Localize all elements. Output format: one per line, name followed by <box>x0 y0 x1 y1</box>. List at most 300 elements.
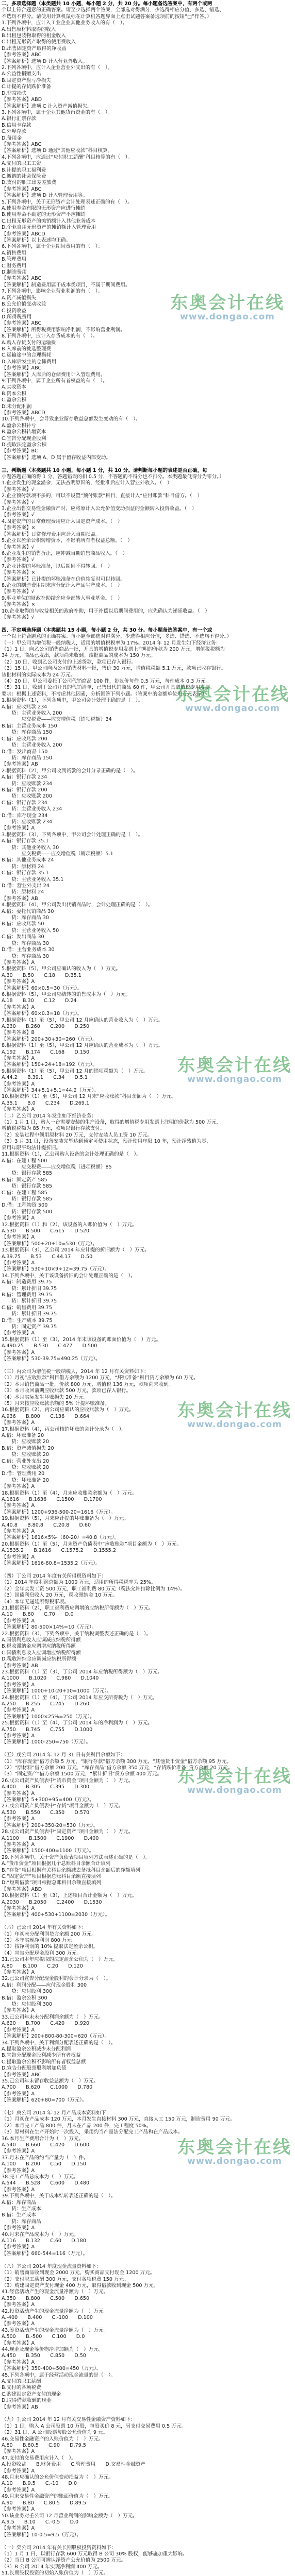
text-line: A.750 B.745 C.755 D.1000 <box>2 1726 93 1733</box>
text-line: B.“存货”项目根据有关科目余额减去备抵科目余额后的净额填列 <box>2 1867 141 1873</box>
text-line: C.计提的存货跌价准备 <box>2 84 52 90</box>
text-line: 1.根据资料（1），下列各项中，甲公司会计处理正确的是（ ）。 <box>2 698 143 704</box>
text-line: 贷：应收账款 20 <box>2 1439 50 1445</box>
answer-line: 【答案解析】1616×5%-（60-20）=40.8（万元）。 <box>2 1535 120 1541</box>
text-line: 6.企业发生的销售折让，应冲减当期销售商品收入。（ ） <box>2 550 128 556</box>
answer-line: 【参考答案】A <box>2 1905 35 1911</box>
text-line: A.实收资本 <box>2 384 26 391</box>
text-line: A.530 B.500 C.615 D.520 <box>2 1228 90 1234</box>
answer-line: 【参考答案】√ <box>2 486 35 493</box>
text-line: B.借：固定资产 585 <box>2 1177 47 1183</box>
answer-line: 【答案解析】350-400+500=450（万元）。 <box>2 2366 102 2372</box>
text-line: 贷：应付股利 300 <box>2 2002 53 2008</box>
text-line: C.借：营业外支出 20 <box>2 1458 50 1464</box>
text-line: A.230 B.260 C.200 D.250 <box>2 1023 90 1029</box>
text-line: （三）丙公司为增值税一般纳税人，2014 年 12 月有关资料如下： <box>2 1368 149 1375</box>
answer-line: 【参考答案】A <box>2 2091 35 2097</box>
text-line: （3）原材料在生产开始时一次投入，采用约当产量法分配完工产品和在产品成本。 <box>2 2129 183 2136</box>
text-line: （5）31 日，收到丁公司开具的代销清单，已售出代销商品 60 件，甲公司开具增值税专用发票。 <box>2 685 215 691</box>
text-line: A.544 B.528 C.600 D.480 <box>2 2180 90 2187</box>
answer-line: 【答案解析】选项 D 计入管理费用等。 <box>2 193 88 199</box>
text-line: 33.己公司年末未分配利润余额为（ ）万元。 <box>2 2014 104 2020</box>
text-line: 12.根据资料（1）和（2），该设备的入账价值为（ ）万元。 <box>2 1222 137 1228</box>
answer-line: 【参考答案】√ <box>2 544 35 550</box>
text-line: A.10 B.80 C.70 D.0 <box>2 1612 74 1618</box>
text-line: 6.下列各项中，属于企业期间费用的有（ ）。 <box>2 244 103 250</box>
text-line: A.500 B.-500 C.100 D.0 <box>2 2334 85 2340</box>
answer-line: 【答案解析】530-39.75=490.25（万元）。 <box>2 1356 101 1362</box>
text-line: A.936 B.800 C.136 D.664 <box>2 1413 90 1419</box>
answer-line: 【参考答案】A <box>2 2225 35 2231</box>
text-line: A.530 B.550 C.350 D.570 <box>2 1809 90 1816</box>
answer-line: 【参考答案】ABC <box>2 2072 42 2078</box>
answer-line: 【答案解析】200+30+30=260（万元）。 <box>2 1036 97 1042</box>
text-line: 7.企业计提的坏账准备，以后期间不得转回。（ ） <box>2 563 113 569</box>
answer-line: 【答案解析】1616-80.8=1535.2（万元）。 <box>2 1561 101 1567</box>
section-heading: 二、多项选择题（本类题共 10 小题，每小题 2 分，共 20 分。每小题备选答案中，有两个或两 <box>2 1 212 7</box>
answer-line: 【参考答案】A <box>2 2167 35 2174</box>
text-line: 22.根据资料（3），下列各项中，关于纳税调整表述正确的是（ ）。 <box>2 1631 151 1637</box>
answer-line: 【参考答案】A <box>2 1056 35 1061</box>
text-line: C.出租无形资产取得的使用费收入 <box>2 39 76 45</box>
text-line: （六）己公司 2014 年有关资料如下： <box>2 1925 87 1931</box>
text-line: 46.交易性金融资产的入账价值为（ ）万元。 <box>2 2436 104 2442</box>
answer-line: 【答案解析】1200+936-500-20=1616（万元）。 <box>2 1509 116 1515</box>
text-line: 48.月末应确认的公允价值变动损益为（ ）万元。 <box>2 2475 113 2481</box>
text-line: B.借：主营业务成本 150 <box>2 723 57 729</box>
text-line: 增值税税额为 85 万元，款项以银行存款支付。 <box>2 1126 105 1132</box>
answer-line: 【参考答案】A <box>2 2506 35 2513</box>
text-line: B.资本公积 <box>2 391 27 397</box>
text-line: 9.事业单位的财政补助结余应全部转入事业基金。（ ） <box>2 595 123 601</box>
text-line: 8.下列各项中，应计入存货成本的有（ ）。 <box>2 333 98 340</box>
text-line: A.借：应收账款 234 <box>2 704 47 710</box>
answer-line: 【答案解析】日常修理费用应计入当期损益。 <box>2 531 101 537</box>
text-line: B.税收滞纳金应调增应纳税所得额 <box>2 1643 76 1650</box>
text-line: 3.根据资料（3），下列各项中，甲公司会计处理正确的是（ ）。 <box>2 832 143 838</box>
text-line: 39.下列各项中，关于成本结转表述正确的是（ ）。 <box>2 2193 116 2199</box>
blank-line <box>2 2257 292 2263</box>
text-line: B.信用卡存款 <box>2 122 31 128</box>
answer-line: 【答案解析】200+800-80-300=620（万元）。 <box>2 2033 110 2040</box>
answer-line: 【参考答案】A <box>2 1330 35 1336</box>
answer-line: 【参考答案】A <box>2 2340 35 2346</box>
answer-line: 【参考答案】A <box>2 2359 35 2365</box>
text-line: A.80 B.80.5 C.90 D.79.5 <box>2 2443 86 2449</box>
text-line: C.借：在建工程 585 <box>2 1190 47 1196</box>
blank-line <box>2 461 292 467</box>
answer-line: 【参考答案】A <box>2 1107 35 1113</box>
text-line: （1）1 日，购入 A 公司股票 10 万股，每股买价 8 元，另支付交易费用 0.5 万元。 <box>2 2423 187 2429</box>
text-line: 51.长期股权投资的初始入账价值为（ ）万元。 <box>2 2570 109 2576</box>
answer-line: 【参考答案】A <box>2 1503 35 1509</box>
answer-line: 【参考答案】A <box>2 1970 35 1976</box>
text-line: A.“货币资金”项目根据几个总账科目余额合计填列 <box>2 1861 111 1867</box>
text-line: （2）当日 B 公司可辨认净资产公允价值为 2500 万元。 <box>2 2557 126 2564</box>
text-line: 贷：主营业务收入 200 <box>2 742 62 749</box>
text-line: A.借：银行存款 234 <box>2 774 47 781</box>
text-line: B.公允价值变动收益 <box>2 301 46 308</box>
answer-line: 【参考答案】BC <box>2 448 38 454</box>
text-line: 贷：主营业务收入 200 <box>2 710 62 717</box>
text-line: （2）本月完工产品 800 件，月末在产品 200 件，完工程度 50%。 <box>2 2123 152 2129</box>
answer-line: 【参考答案】A <box>2 2468 35 2474</box>
text-line: C.财务费用 <box>2 263 27 269</box>
text-line: 贷：应收账款 20 <box>2 1452 50 1458</box>
answer-line: 【参考答案】× <box>2 525 36 531</box>
answer-line: 【参考答案】A <box>2 1618 35 1624</box>
text-line: 28.戊公司资产负债表中“固定资产”项目金额为（ ）万元。 <box>2 1829 134 1835</box>
answer-line: 【参考答案】A <box>2 979 35 985</box>
text-line: B.支付的各项税费 <box>2 2385 41 2391</box>
answer-line: 【答案解析】已计提的坏账准备在价值恢复时可以转回。 <box>2 576 125 582</box>
text-line: C.“固定资产”项目根据总账科目余额直接填列 <box>2 1873 101 1879</box>
answer-line: 【答案解析】660-544=116（万元）。 <box>2 2250 88 2257</box>
text-line: A.400 B.305 C.395 D.300 <box>2 1784 90 1790</box>
watermark-logo: 东奥会计在线 www.dongao.com <box>177 1055 292 1084</box>
text-line: D.税收滞纳金应调减应纳税所得额 <box>2 1656 76 1663</box>
text-line: 贷：应收账款 20 <box>2 1464 50 1470</box>
answer-line: 【参考答案】ABC <box>2 186 42 192</box>
text-line: 45.下列各项中，属于经营活动现金流量的是（ ）。 <box>2 2372 116 2378</box>
text-line: 4.固定资产的日常修理费用应计入固定资产成本。（ ） <box>2 518 123 524</box>
text-line: 贷：累计折旧 39.75 <box>2 1298 57 1304</box>
text-line: A.银行汇票存款 <box>2 116 37 122</box>
text-line: B.借：资产减值损失 20 <box>2 1445 54 1451</box>
answer-line: 【参考答案】√ <box>2 614 35 620</box>
text-line: D.借：库存现金 234 <box>2 812 48 819</box>
text-line: 不选均不得分。请使用计算机鼠标在计算机答题界面上点击试题答案备选项前的按钮“□”作答。） <box>2 13 212 20</box>
text-line: 贷：应收账款 200 <box>2 793 53 800</box>
text-line: （3）B 公司 2014 年实现净利润 400 万元。 <box>2 2564 103 2570</box>
text-line: A.1000 B.1020 C.980 D.1040 <box>2 1675 99 1682</box>
text-line: A.支付的职工工资 <box>2 161 41 167</box>
text-line: A.1616 B.1636 C.1500 D.1700 <box>2 1497 102 1503</box>
text-line: 2.根据资料（2），甲公司收到货款的会计分录正确的是（ ）。 <box>2 768 138 774</box>
text-line: （2）本月销售商品一批，价款 800 万元，增值税 136 万元，款项尚未收到。 <box>2 1381 174 1387</box>
text-line: A.提取盈余公积减少未分配利润 <box>2 2046 71 2052</box>
section-heading: 三、判断题（本类题共 10 小题，每小题 1 分，共 10 分。请判断每小题的表述是否正确，每 <box>2 467 207 473</box>
text-line: 贷：固定资产 39.75 <box>2 1324 57 1330</box>
text-line: A.90 B.80 C.80.5 D.89.5 <box>2 2500 86 2506</box>
text-line: 2.下列各项中，应计入企业营业外支出的有（ ）。 <box>2 65 113 71</box>
text-line: A.450 B.350 C.850 D.50 <box>2 2353 86 2359</box>
text-line: （1）月初在产品成本 120 万元，本月发生直接材料 300 万元，直接人工 150 万元，制造费用 90 万元。 <box>2 2116 235 2123</box>
text-line: （2）10 日，收到乙公司支付的上述货款，款项已存入银行。 <box>2 659 137 665</box>
answer-line: 【参考答案】A <box>2 1081 35 1087</box>
text-line: 50.该业务对壬公司 12 月营业利润的影响金额为（ ）万元。 <box>2 2513 138 2519</box>
text-line: 9.下列各项中，属于企业所有者权益的有（ ）。 <box>2 378 108 384</box>
text-line: A.1100 B.1500 C.1900 D.400 <box>2 1835 99 1841</box>
text-line: （2）31 日，A 公司股票每股公允价值为 9 元。 <box>2 2430 108 2436</box>
text-line: B.管理费用 <box>2 257 27 263</box>
answer-line: 【参考答案】AB <box>2 895 38 902</box>
watermark-logo: 东奥会计在线 www.dongao.com <box>177 2137 292 2166</box>
text-line: 34 万元，商品已发出，款项尚未收到。该批商品的成本为 150 万元。 <box>2 653 156 659</box>
answer-line: 【参考答案】ABC <box>2 276 42 282</box>
text-line: 24.根据资料（1）至（4），丁公司 2014 年应交所得税为（ ）万元。 <box>2 1694 158 1701</box>
answer-line: 【答案解析】80-500×14%=10（万元）。 <box>2 1624 97 1631</box>
answer-line: 【参考答案】ABCD <box>2 410 45 416</box>
answer-line: 【答案解析】10-0.5=9.5（万元）。 <box>2 2532 81 2538</box>
text-line: D.取得借款收到的现金 <box>2 2398 52 2404</box>
answer-line: 【答案解析】34+5.1+5.1=44.2（万元）。 <box>2 1088 99 1094</box>
text-line: 2.企业预付款项不多的，可以不设置“预付账款”科目，直接计入“应付账款”科目借方。（ ） <box>2 493 202 499</box>
watermark-logo: 东奥会计在线 www.dongao.com <box>177 1400 292 1430</box>
answer-line: 【答案解析】1000-250=750（万元）。 <box>2 1739 91 1745</box>
text-line: 应交税费——应交增值税（销项税额）5.1 <box>2 851 113 857</box>
text-line: C.购建固定资产支付的现金 <box>2 2391 61 2397</box>
text-line: （1）月初“应收账款”科目借方余额为 1200 万元，“坏账准备”科目贷方余额为 60 万元。 <box>2 1375 199 1381</box>
answer-line: 【答案解析】150+24+18=192（万元）。 <box>2 1062 97 1068</box>
text-line: 贷：其他业务收入 30 <box>2 844 59 851</box>
text-line: （1）1 月 1 日，以银行存款 600 万元取得 B 公司 30% 股权，能够施加重大影响。 <box>2 2551 188 2557</box>
text-line: 13.根据资料（3），乙公司 2014 年应计提的折旧额为（ ）万元。 <box>2 1247 150 1253</box>
text-line: A.1535.2 B.1616 C.1575.2 D.1555.2 <box>2 1548 116 1554</box>
text-line: B.宣告分配现金股利减少所有者权益 <box>2 2053 81 2059</box>
answer-line: 【参考答案】A <box>2 2187 35 2193</box>
text-line: B.借：管理费用 39.75 <box>2 1292 52 1298</box>
answer-line: 【答案解析】60×0.3=18（万元）。 <box>2 1011 83 1017</box>
text-line: D.支付的职工出差差旅费 <box>2 180 57 186</box>
text-line: （十）癸公司 2014 年有关长期股权投资资料如下： <box>2 2545 117 2551</box>
text-line: D.借：营业外支出 24 <box>2 883 50 889</box>
text-line: 1.企业发生的现金溢余，无法查明原因的，经批准后应计入营业外收入。（ ） <box>2 480 172 486</box>
text-line: D.未分配利润 <box>2 403 32 410</box>
text-line: （4）本月实际发生坏账损失 20 万元。 <box>2 1394 89 1400</box>
answer-line: 【参考答案】A <box>2 1260 35 1266</box>
answer-line: 【参考答案】AB <box>2 2404 38 2410</box>
text-line: 14.下列各项中，关于该设备折旧的会计处理正确的是（ ）。 <box>2 1273 136 1279</box>
text-line: 43.筹资活动产生的现金流量净额为（ ）万元。 <box>2 2327 109 2333</box>
text-line: 26.戊公司资产负债表中“货币资金”项目金额为（ ）万元。 <box>2 1777 134 1784</box>
answer-line: 【参考答案】A <box>2 2487 35 2493</box>
text-line: 42.投资活动产生的现金流量净额为（ ）万元。 <box>2 2308 109 2314</box>
answer-line: 【参考答案】A <box>2 2302 35 2308</box>
text-line: 7.下列各项中，影响企业营业利润的有（ ）。 <box>2 289 103 295</box>
text-line: 1.下列各项中，应计入工业企业其他业务收入的有（ ）。 <box>2 20 128 26</box>
answer-line: 【参考答案】A <box>2 1484 35 1490</box>
text-line: D.“短期借款”项目根据总账科目余额直接填列 <box>2 1880 102 1886</box>
text-line: 贷：应付股利 300 <box>2 1989 53 1995</box>
answer-line: 【答案解析】1000×25%=250（万元）。 <box>2 1714 95 1720</box>
text-line: 贷：库存商品 150 <box>2 730 53 736</box>
text-line: （七）庚公司 2014 年 12 月产品成本资料如下： <box>2 2110 111 2116</box>
text-line: 10.根据资料（1）至（5），甲公司 12 月末“应收账款”科目余额为（ ）万元。 <box>2 1094 176 1100</box>
answer-line: 【参考答案】ABC <box>2 141 42 147</box>
section-heading: 四、不定项选择题（本类题共 15 小题，每小题 2 分，共 30 分。每小题备选答案中，有一个或 <box>2 627 212 633</box>
text-line: 19.根据资料（5），月末应计提的坏账准备为（ ）万元。 <box>2 1516 129 1522</box>
text-line: 3.企业出售交易性金融资产时，应将原计入公允价值变动损益的金额转入投资收益。（ ） <box>2 506 197 512</box>
text-line: 44.现金及现金等价物净增加额为（ ）万元。 <box>2 2346 104 2352</box>
text-line: 36.本月生产费用合计为（ ）万元。 <box>2 2136 84 2142</box>
answer-line: 【答案解析】620+80=700（万元）。 <box>2 2097 87 2104</box>
text-line: （1）“库存现金”借方余额 5 万元，“银行存款”借方余额 300 万元，“其他货币资金”借方余额 95 万元。 <box>2 1758 232 1765</box>
text-line: （4）本年无递延所得税事项。 <box>2 1599 69 1605</box>
text-line: 6.根据资料（5），甲公司应结转的销售成本为（ ）万元。 <box>2 991 131 997</box>
text-line: A.44.2 B.39.1 C.34 D.5.1 <box>2 1075 88 1081</box>
text-line: D.借：发出商品 150 <box>2 749 48 755</box>
text-line: （3）购建固定资产支付现金 400 万元，取得借款收到现金 500 万元。 <box>2 2282 159 2289</box>
text-line: C.外埠存款 <box>2 129 27 135</box>
text-line: （2）支付职工薪酬 300 万元，支付各项税费 150 万元。 <box>2 2276 129 2282</box>
text-line: C.运输途中的合理损耗 <box>2 352 52 359</box>
text-line: 25.根据资料（1）至（4），丁公司 2014 年的净利润为（ ）万元。 <box>2 1720 153 1726</box>
text-line: 贷：库存商品 <box>2 2218 41 2225</box>
text-line: 贷：主营业务收入 50 <box>2 927 59 934</box>
text-line: B.借：应收账款 50 <box>2 921 44 927</box>
answer-line: 【参考答案】A <box>2 1349 35 1355</box>
text-line: 个以上符合题意的正确答案。请至少选择两个答案，全部选对得满分，少选得相应分值，多选、错选、 <box>2 7 224 13</box>
answer-line: 【答案解析】60×0.5=30（万元）。 <box>2 985 83 991</box>
text-line: B.借：银行存款 200 <box>2 787 47 793</box>
answer-line: 【参考答案】ABD <box>2 1886 42 1892</box>
answer-line: 【参考答案】A <box>2 1420 35 1426</box>
answer-line: 【参考答案】A <box>2 959 35 965</box>
text-line: 贷：主营业务收入 35.1 <box>2 876 64 883</box>
watermark-logo: 东奥会计在线 www.dongao.com <box>170 293 285 322</box>
text-line: C.借：银行存款 35.1 <box>2 870 49 876</box>
text-line: （2）全年实发工资 500 万元，职工福利费 80 万元（税法允许扣除比例为 14%）。 <box>2 1586 186 1592</box>
text-line: A.支付的职工薪酬 <box>2 2379 41 2384</box>
answer-line: 【参考答案】AB <box>2 761 38 768</box>
text-line: D.制造费用 <box>2 269 27 276</box>
text-line: （二）乙公司 2014 年发生如下经济业务： <box>2 1113 97 1119</box>
text-line: 应交税费——应交增值税（进项税额）85 <box>2 1164 112 1170</box>
text-line: （3）“固定资产”借方余额 1500 万元，“累计折旧”贷方余额 400 万元。 <box>2 1771 162 1777</box>
text-line: （3）3 月 31 日，设备安装完毕达到预定可使用状态，预计使用年限 10 年，预计净残值为零， <box>2 1139 211 1145</box>
text-line: A.700 B.620 C.1000 D.780 <box>2 2084 93 2091</box>
text-line: 23.根据资料（1）至（3），丁公司 2014 年应纳税所得额为（ ）万元。 <box>2 1669 163 1675</box>
text-line: （4）20 日，甲公司委托丁公司代销商品 100 件，协议价每件 0.5 万元，每件成本 0.3 万元。 <box>2 679 211 685</box>
text-line: （1）1 月 1 日，购入一台需要安装的生产设备，取得的增值税专用发票上注明的价款为 500 万元， <box>2 1120 222 1126</box>
text-line: 27.戊公司资产负债表中“存货”项目金额为（ ）万元。 <box>2 1803 124 1809</box>
blank-line <box>2 1919 292 1925</box>
text-line: 贷：原材料 24 <box>2 889 44 895</box>
text-line: 贷：坏账准备 20 <box>2 1477 50 1483</box>
text-line: A.借：制造费用 39.75 <box>2 1279 52 1285</box>
answer-line: 【参考答案】A <box>2 1707 35 1714</box>
text-line: A.490.25 B.530 C.477 D.500 <box>2 1343 97 1349</box>
text-line: A.192 B.174 C.168 D.150 <box>2 1049 90 1055</box>
text-line: 11.根据资料（1），乙公司购入设备的会计处理正确的是（ ）。 <box>2 1151 141 1158</box>
text-line: C.投资收益 <box>2 308 27 314</box>
text-line: D.宣告分配股票股利增加负债 <box>2 2065 67 2072</box>
blank-line <box>2 1567 292 1573</box>
answer-line: 【参考答案】ABD <box>2 97 42 103</box>
text-line: 贷：银行存款 585 <box>2 1183 53 1190</box>
text-line: 17.根据资料（4），丙公司核销坏账的会计分录为（ ）。 <box>2 1426 127 1432</box>
text-line: 18.根据资料（1）至（4），月末应收账款余额为（ ）万元。 <box>2 1490 137 1496</box>
text-line: 应交税费——应交增值税（销项税额）34 <box>2 717 112 723</box>
answer-line: 【参考答案】A <box>2 2148 35 2155</box>
answer-line: 【参考答案】A <box>2 1816 35 1822</box>
answer-line: 【参考答案】A <box>2 2526 35 2532</box>
text-line: D.借：主营业务成本 30 <box>2 947 55 953</box>
blank-line <box>2 1363 292 1369</box>
text-line: 贷：库存商品 30 <box>2 953 50 959</box>
text-line: C.盈余公积 <box>2 397 27 403</box>
text-line: （四）丁公司 2014 年度有关所得税资料如下： <box>2 1573 107 1579</box>
text-line: A.2030 B.2050 C.2400 D.1530 <box>2 1899 102 1905</box>
blank-line <box>2 2538 292 2545</box>
text-line: （五）戊公司 2014 年 12 月 31 日有关科目余额如下： <box>2 1752 125 1758</box>
text-line: C.借：发出商品 30 <box>2 934 44 940</box>
text-line: D.借：管理费用 20 <box>2 1471 45 1477</box>
text-line: A.350 B.800 C.500 D.650 <box>2 2295 90 2301</box>
text-line: B.借：盈余公积 300 <box>2 1995 47 2001</box>
text-line: B.借：其他业务成本 24 <box>2 857 54 863</box>
answer-line: 【参考答案】A <box>2 2449 35 2455</box>
answer-line: 【参考答案】AB <box>2 1663 38 1669</box>
text-line: （九）壬公司 2014 年 12 月有关交易性金融资产资料如下： <box>2 2417 136 2423</box>
answer-line: 【参考答案】A <box>2 1554 35 1560</box>
text-line: A.资产减值损失 <box>2 295 37 301</box>
text-line: 29.下列各项中，关于资产负债表项目填列方法表述正确的是（ ）。 <box>2 1854 151 1860</box>
answer-line: 【答案解析】5+300+95=400（万元）。 <box>2 1797 94 1803</box>
answer-line: 【答案解析】500+20+10=530（万元）。 <box>2 1241 97 1247</box>
answer-line: 【参考答案】√ <box>2 557 35 563</box>
answer-line: 【参考答案】A <box>2 1790 35 1797</box>
text-line: 贷：库存商品 150 <box>2 755 53 761</box>
text-line: C.借：银行存款 234 <box>2 800 47 806</box>
text-line: B.计提的职工福利费 <box>2 167 46 173</box>
text-line: D.非常损失 <box>2 90 27 96</box>
text-line: 5.下列各项中，关于无形资产会计处理表述正确的有（ ）。 <box>2 199 133 205</box>
answer-line: 【答案解析】制造费用属于成本类项目，不属于期间费用。 <box>2 282 130 288</box>
text-line: A.借：在建工程 500 <box>2 1158 47 1164</box>
text-line: 3.下列各项中，属于企业其他货币资金的有（ ）。 <box>2 109 113 115</box>
text-line: A.80 B.100 C.20 D.120 <box>2 1963 83 1969</box>
text-line: 34.下列各项中，关于利润分配表述正确的是（ ）。 <box>2 2040 116 2046</box>
text-line: 49.月末交易性金融资产的账面价值为（ ）万元。 <box>2 2494 113 2500</box>
text-line: B.出租包装物取得的租金收入 <box>2 33 66 39</box>
text-line: A.公益性捐赠支出 <box>2 71 41 77</box>
answer-line: 【答案解析】入库后的仓储费用计入管理费用。 <box>2 371 106 378</box>
answer-line: 【答案解析】400+530+1100=2030（万元）。 <box>2 1912 110 1918</box>
answer-line: 【参考答案】× <box>2 570 36 576</box>
text-line: 贷：生产成本 <box>2 2206 41 2212</box>
text-line: 21.根据资料（2），职工福利费应调增的应纳税所得额为（ ）万元。 <box>2 1605 154 1611</box>
answer-line: 【答案解析】选项 D 通过“其他应收款”科目核算。 <box>2 148 113 154</box>
answer-line: 【答案解析】以上表述均正确。 <box>2 238 71 244</box>
text-line: （一）甲公司为增值税一般纳税人，适用的增值税税率为 17%。2014 年 12 月发生如下经济业务： <box>2 640 221 646</box>
text-line: C.借：应收账款 200 <box>2 736 47 742</box>
answer-line: 【参考答案】× <box>2 602 36 608</box>
text-line: C.宣告分配现金股利 <box>2 435 46 442</box>
text-line: 要求：根据上述资料，不考虑其他因素，分析回答下列小题。（答案中的金额单位用万元表示） <box>2 691 207 697</box>
text-line: 贷：银行存款 500 <box>2 1209 53 1215</box>
text-line: A.9.5 B.10 C.-0.5 D.0 <box>2 2519 79 2525</box>
answer-line: 【参考答案】ABC <box>2 320 42 327</box>
text-line: A.116 B.132 C.60 D.180 <box>2 2238 86 2244</box>
text-line: 20.根据资料（1）至（5），月末资产负债表中“应收账款”项目金额为（ ）万元。 <box>2 1541 182 1547</box>
text-line: （2）“原材料”借方余额 200 万元，“库存商品”借方余额 350 万元，“存货跌价准备”贷方余额 20 万元。 <box>2 1765 233 1771</box>
text-line: B.盈余公积转增资本 <box>2 429 46 435</box>
text-line: B.使用寿命不确定的无形资产不应摊销 <box>2 212 86 218</box>
answer-line: 【参考答案】B <box>2 1030 35 1036</box>
text-line: （1）销售商品收到现金 2000 万元，购买商品支付现金 1200 万元。 <box>2 2270 155 2276</box>
text-line: D.备用金 <box>2 135 22 141</box>
text-line: A.39.75 B.53 C.44.17 D.50 <box>2 1253 93 1260</box>
text-line: 10.下列各项中，会导致企业留存收益总额发生变动的有（ ）。 <box>2 416 141 422</box>
text-line: 小题答题正确的得 1 分，答题错误的扣 0.5 分，不答题的不得分也不扣分。本类题最低得分为零分。） <box>2 474 224 480</box>
text-line: 贷：原材料 24 <box>2 863 44 870</box>
text-line: 贷：应收账款 234 <box>2 781 53 787</box>
answer-line: 【答案解析】选项 C 计入资产减值损失。 <box>2 103 92 109</box>
text-line: 16.根据资料（2），丙公司应确认的应收账款为（ ）万元。 <box>2 1407 134 1413</box>
text-line: 5.根据资料（5），甲公司应确认的收入为（ ）万元。 <box>2 966 121 972</box>
